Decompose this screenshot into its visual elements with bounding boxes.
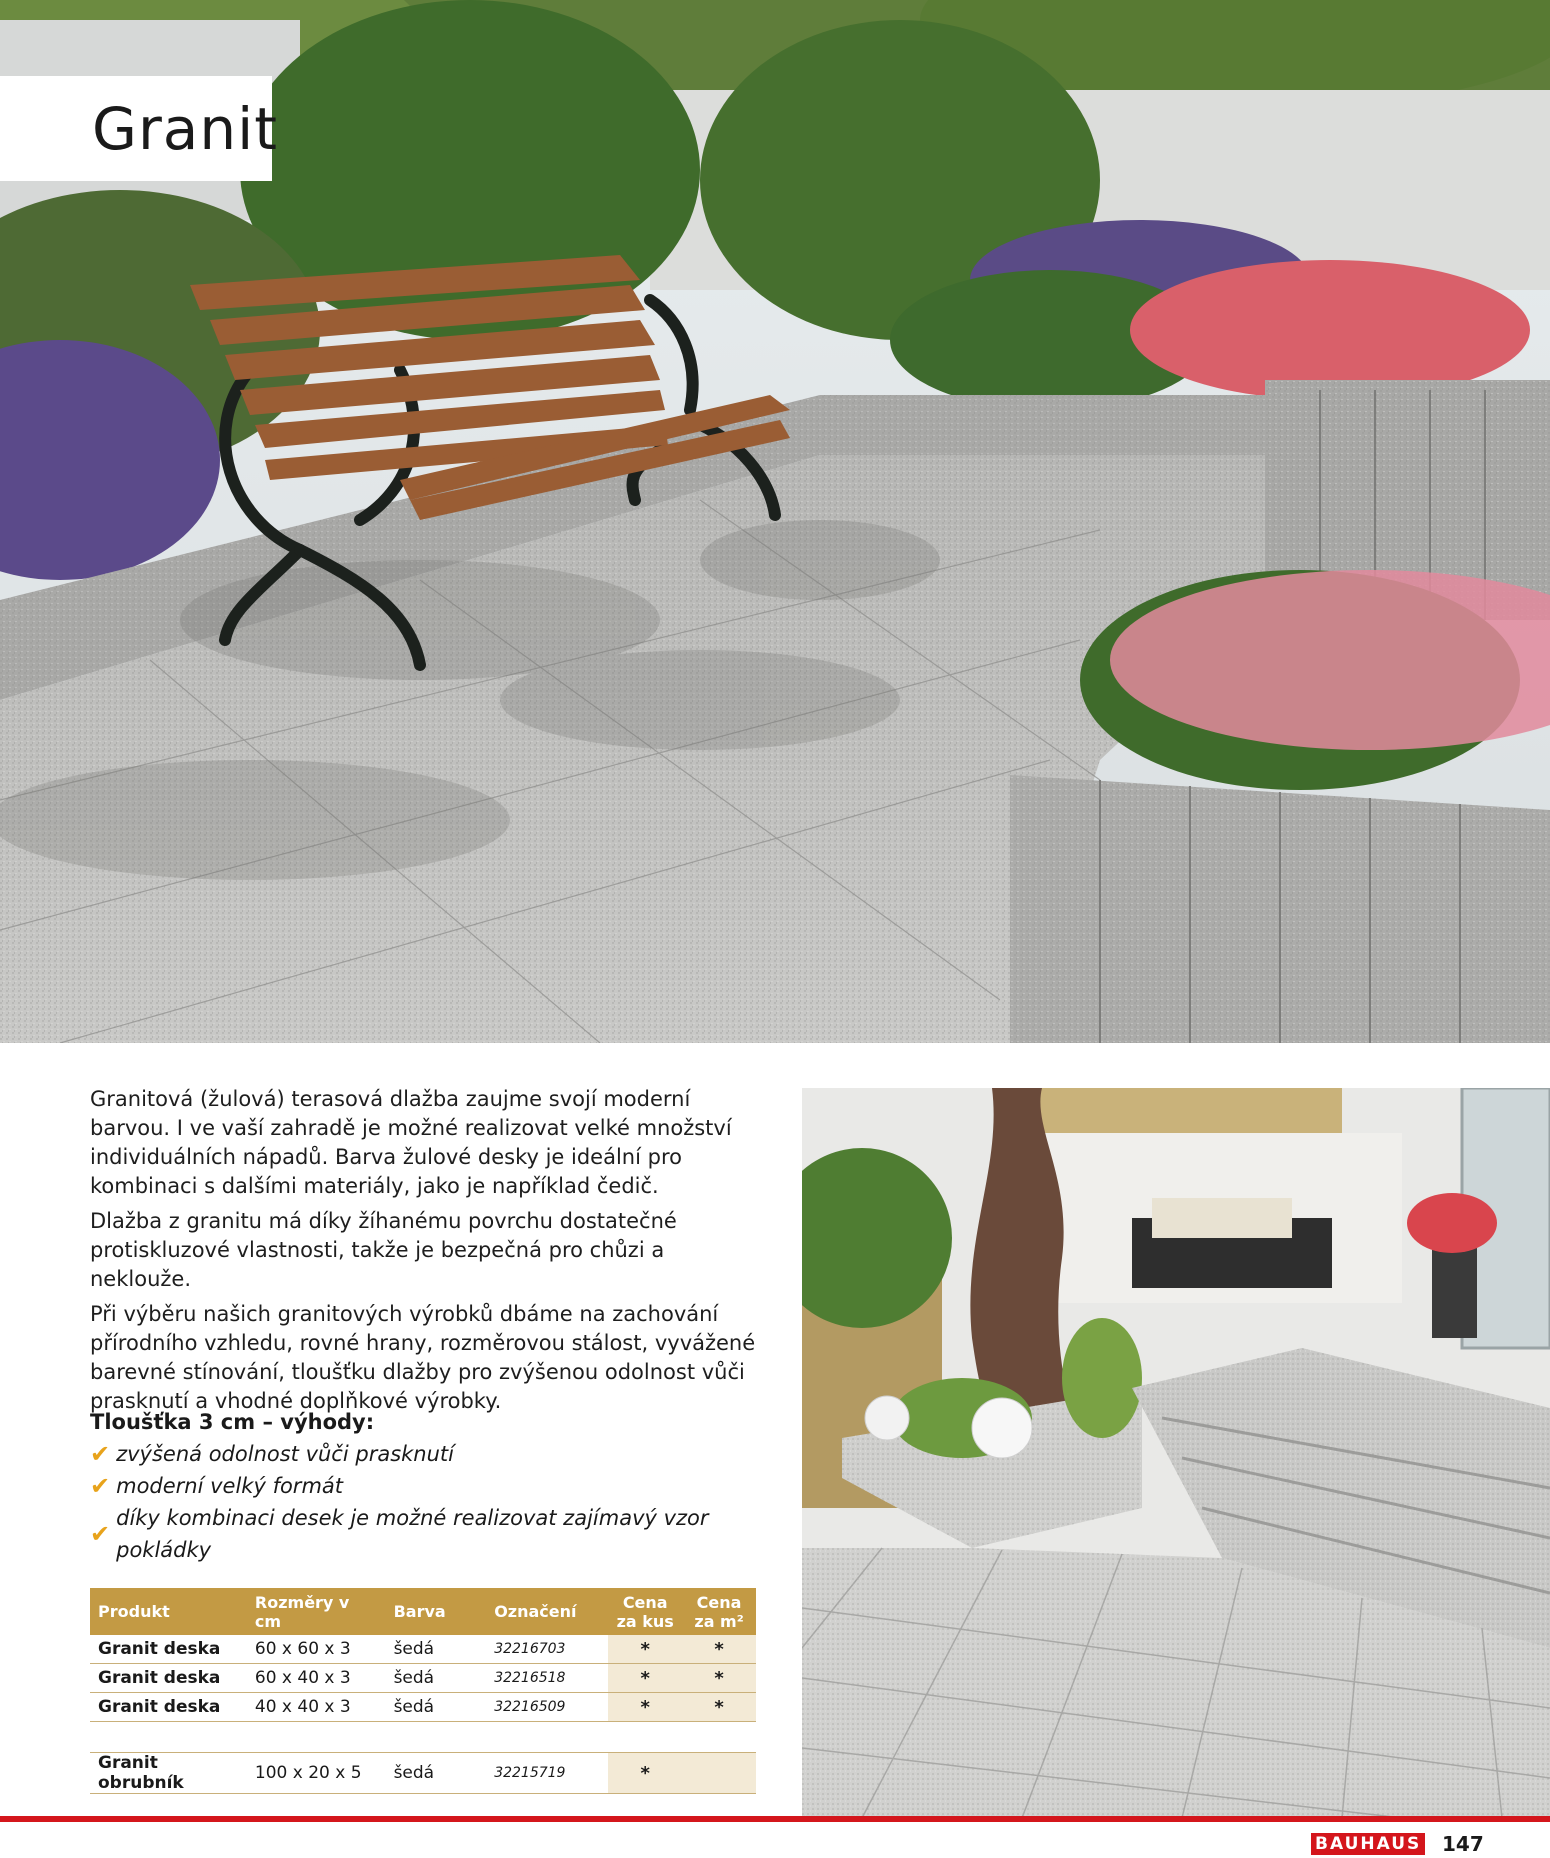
cell-rozmery: 40 x 40 x 3 bbox=[247, 1693, 386, 1722]
cell-barva: šedá bbox=[386, 1753, 487, 1794]
cell-oznaceni: 32216518 bbox=[486, 1664, 608, 1693]
paragraph-2: Dlažba z granitu má díky žíhanému povrchu dostatečné protiskluzové vlastnosti, takže je bezpečná pro chůzi a neklouže. bbox=[90, 1209, 677, 1291]
table-row bbox=[90, 1664, 756, 1693]
cell-cena-m2 bbox=[682, 1753, 756, 1794]
advantage-item bbox=[90, 1470, 770, 1502]
cell-cena-kus: * bbox=[608, 1753, 682, 1794]
table-row bbox=[90, 1753, 756, 1794]
table-spacer-row bbox=[90, 1722, 756, 1753]
paragraph-1: Granitová (žulová) terasová dlažba zaujme svojí moderní barvou. I ve vaší zahradě je možné realizovat velké množství individuálních nápadů. Barva žulové desky je ideální pro kombinaci s dalšími materiály, jako je například čedič. bbox=[90, 1087, 732, 1198]
cell-oznaceni: 32216509 bbox=[486, 1693, 608, 1722]
table-row bbox=[90, 1635, 756, 1664]
advantage-text: moderní velký formát bbox=[116, 1474, 343, 1498]
spacer-cell bbox=[682, 1722, 756, 1753]
advantages-heading: Tloušťka 3 cm – výhody: bbox=[90, 1410, 375, 1434]
table-header-row bbox=[90, 1588, 756, 1635]
cell-produkt: Granit deska bbox=[90, 1693, 247, 1722]
header-produkt: Produkt bbox=[90, 1588, 247, 1635]
cell-oznaceni: 32216703 bbox=[486, 1635, 608, 1664]
advantage-text: zvýšená odolnost vůči prasknutí bbox=[116, 1442, 454, 1466]
table-row bbox=[90, 1693, 756, 1722]
spacer-cell bbox=[486, 1722, 608, 1753]
title-box bbox=[0, 76, 278, 181]
spacer-cell bbox=[608, 1722, 682, 1753]
page-number: 147 bbox=[1442, 1832, 1484, 1856]
product-table bbox=[90, 1588, 756, 1794]
cell-cena-m2: * bbox=[682, 1635, 756, 1664]
checkmark-icon: ✔ bbox=[90, 1472, 111, 1500]
paragraph-3: Při výběru našich granitových výrobků dbáme na zachování přírodního vzhledu, rovné hrany, rozměrovou stálost, vyvážené barevné stínování, tloušťku dlažby pro zvýšenou odolnost vůči prasknutí a vhodné doplňkové výrobky. bbox=[90, 1302, 756, 1413]
header-cena-kus-line2: za kus bbox=[616, 1611, 674, 1631]
cell-produkt: Granit deska bbox=[90, 1635, 247, 1664]
terrace-photo bbox=[802, 1088, 1550, 1818]
cell-produkt: Granit deska bbox=[90, 1664, 247, 1693]
terrace-steps-scene bbox=[802, 1088, 1550, 1818]
cell-cena-kus: * bbox=[608, 1635, 682, 1664]
footer-red-line bbox=[0, 1816, 1550, 1822]
header-cena-kus-line1: Cena bbox=[622, 1592, 668, 1612]
header-rozmery: Rozměry v cm bbox=[247, 1588, 386, 1635]
advantage-item bbox=[90, 1438, 770, 1470]
cell-rozmery: 60 x 40 x 3 bbox=[247, 1664, 386, 1693]
checkmark-icon: ✔ bbox=[90, 1520, 111, 1548]
advantages bbox=[90, 1410, 770, 1566]
cell-rozmery: 100 x 20 x 5 bbox=[247, 1753, 386, 1794]
header-cena-m2-line2: za m² bbox=[694, 1611, 744, 1631]
cell-oznaceni: 32215719 bbox=[486, 1753, 608, 1794]
cell-produkt: Granit obrubník bbox=[90, 1753, 247, 1794]
cell-cena-kus: * bbox=[608, 1693, 682, 1722]
spacer-cell bbox=[247, 1722, 386, 1753]
header-cena-m2-line1: Cena bbox=[696, 1592, 742, 1612]
cell-rozmery: 60 x 60 x 3 bbox=[247, 1635, 386, 1664]
bauhaus-logo: BAUHAUS bbox=[1311, 1833, 1425, 1855]
checkmark-icon: ✔ bbox=[90, 1440, 111, 1468]
spacer-cell bbox=[386, 1722, 487, 1753]
advantage-item bbox=[90, 1502, 770, 1566]
page-title: Granit bbox=[92, 94, 278, 163]
cell-cena-m2: * bbox=[682, 1693, 756, 1722]
spacer-cell bbox=[90, 1722, 247, 1753]
cell-cena-kus: * bbox=[608, 1664, 682, 1693]
header-oznaceni: Označení bbox=[486, 1588, 608, 1635]
cell-barva: šedá bbox=[386, 1693, 487, 1722]
cell-barva: šedá bbox=[386, 1664, 487, 1693]
advantage-text: díky kombinaci desek je možné realizovat zajímavý vzor pokládky bbox=[116, 1506, 709, 1562]
cell-cena-m2: * bbox=[682, 1664, 756, 1693]
cell-barva: šedá bbox=[386, 1635, 487, 1664]
header-barva: Barva bbox=[386, 1588, 487, 1635]
header-cena-kus bbox=[608, 1588, 682, 1635]
description bbox=[90, 1085, 770, 1422]
header-cena-m2 bbox=[682, 1588, 756, 1635]
